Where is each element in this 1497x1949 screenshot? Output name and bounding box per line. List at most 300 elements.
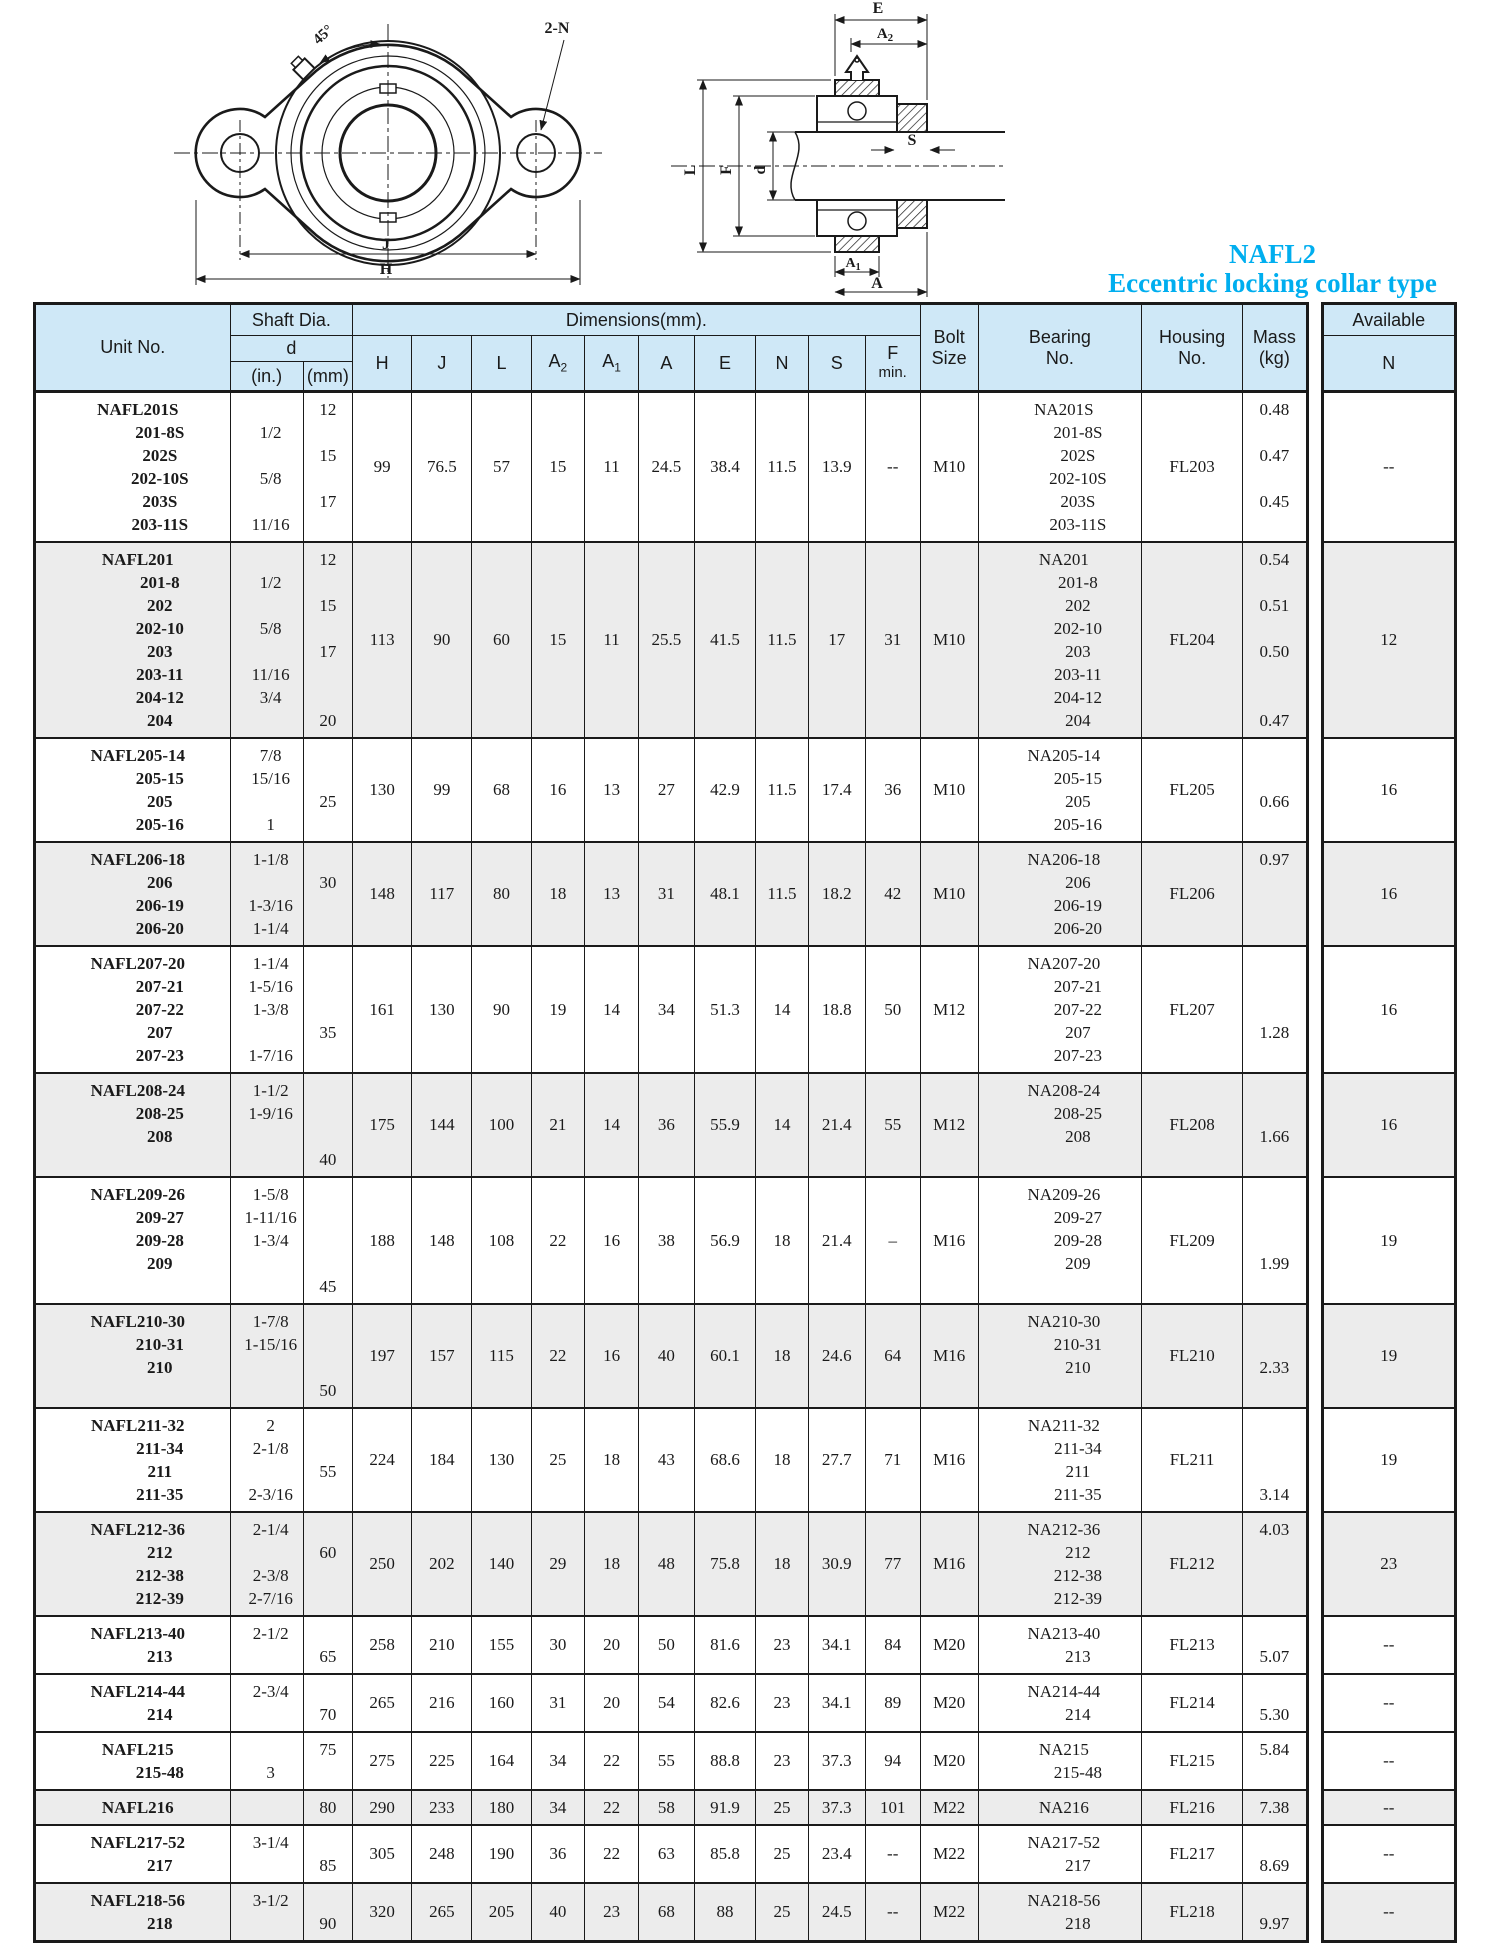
housing-no-cell: FL204 [1142, 542, 1243, 738]
dim-a1-label: $A_1$ [845, 256, 861, 273]
dim-j-cell: 248 [412, 1825, 472, 1883]
mass-kg-cell: 5.30 [1243, 1674, 1307, 1732]
dim-h-cell: 250 [353, 1512, 412, 1616]
dim-h-cell: 320 [353, 1883, 412, 1942]
dim-f-cell: -- [865, 1883, 920, 1942]
dim-e-cell: 51.3 [694, 946, 755, 1073]
dim-h-cell: 113 [353, 542, 412, 738]
dim-a1-cell: 20 [585, 1616, 639, 1674]
dim-s-label: S [907, 132, 917, 149]
dim-h-cell: 305 [353, 1825, 412, 1883]
dim-s-cell: 13.9 [808, 392, 865, 543]
dim-l-cell: 205 [472, 1883, 531, 1942]
dim-e-cell: 82.6 [694, 1674, 755, 1732]
table-row [35, 946, 1456, 1073]
shaft-dia-mm-cell: 35 [303, 946, 352, 1073]
unit-no-cell: NAFL208-24 208-25 208 [35, 1073, 231, 1177]
shaft-dia-mm-cell: 85 [303, 1825, 352, 1883]
available-cell: 12 [1322, 542, 1455, 738]
dim-n-cell: 25 [756, 1825, 809, 1883]
row-gap [1307, 738, 1322, 842]
available-cell: -- [1322, 1825, 1455, 1883]
bearing-no-cell: NA211-32 211-34 211 211-35 [978, 1408, 1141, 1512]
dim-a1-cell: 11 [585, 392, 639, 543]
bearing-no-cell: NA208-24 208-25 208 [978, 1073, 1141, 1177]
dim-e-cell: 56.9 [694, 1177, 755, 1304]
dim-a1-cell: 22 [585, 1732, 639, 1790]
table-body [35, 392, 1456, 1942]
col-header-d: d [230, 336, 353, 362]
col-header-mass: Mass (kg) [1243, 304, 1307, 392]
unit-no-cell: NAFL211-32 211-34 211 211-35 [35, 1408, 231, 1512]
dim-s-cell: 37.3 [808, 1790, 865, 1825]
dim-e-cell: 38.4 [694, 392, 755, 543]
row-gap [1307, 1408, 1322, 1512]
available-cell: 19 [1322, 1408, 1455, 1512]
dim-a1-cell: 22 [585, 1790, 639, 1825]
dim-a2-cell: 22 [531, 1177, 585, 1304]
front-view-drawing [158, 8, 628, 293]
col-header-l: L [472, 336, 531, 392]
dim-l-cell: 60 [472, 542, 531, 738]
dim-a1-cell: 13 [585, 738, 639, 842]
dim-a-cell: 34 [638, 946, 694, 1073]
col-header-a1: $A_1$ [585, 336, 639, 392]
unit-no-cell: NAFL207-20 207-21 207-22 207 207-23 [35, 946, 231, 1073]
row-gap [1307, 842, 1322, 946]
bolt-size-cell: M16 [920, 1512, 978, 1616]
dim-n-cell: 18 [756, 1408, 809, 1512]
mass-kg-cell: 2.33 [1243, 1304, 1307, 1408]
housing-no-cell: FL214 [1142, 1674, 1243, 1732]
dim-f-cell: -- [865, 392, 920, 543]
dim-a2-cell: 36 [531, 1825, 585, 1883]
bearing-no-cell: NA213-40 213 [978, 1616, 1141, 1674]
dim-a-cell: 50 [638, 1616, 694, 1674]
dim-e-cell: 88 [694, 1883, 755, 1942]
col-header-bearing-no: Bearing No. [978, 304, 1141, 392]
housing-no-cell: FL215 [1142, 1732, 1243, 1790]
housing-no-cell: FL208 [1142, 1073, 1243, 1177]
dim-h-cell: 130 [353, 738, 412, 842]
dim-n-cell: 11.5 [756, 842, 809, 946]
unit-no-cell: NAFL216 [35, 1790, 231, 1825]
available-cell: -- [1322, 1790, 1455, 1825]
col-header-available: Available [1322, 304, 1455, 336]
shaft-dia-mm-cell: 12 15 17 20 [303, 542, 352, 738]
dim-l-cell: 190 [472, 1825, 531, 1883]
dim-n-cell: 14 [756, 1073, 809, 1177]
dim-s-cell: 23.4 [808, 1825, 865, 1883]
available-cell: 23 [1322, 1512, 1455, 1616]
shaft-dia-mm-cell: 70 [303, 1674, 352, 1732]
dim-a1-cell: 16 [585, 1304, 639, 1408]
shaft-dia-mm-cell: 55 [303, 1408, 352, 1512]
shaft-dia-in-cell: 1/2 5/8 11/16 3/4 [230, 542, 303, 738]
bolt-size-cell: M22 [920, 1883, 978, 1942]
dim-n-cell: 25 [756, 1790, 809, 1825]
dim-j-cell: 233 [412, 1790, 472, 1825]
shaft-dia-in-cell: 1-1/8 1-3/16 1-1/4 [230, 842, 303, 946]
bolt-size-cell: M12 [920, 1073, 978, 1177]
unit-no-cell: NAFL205-14 205-15 205 205-16 [35, 738, 231, 842]
housing-no-cell: FL209 [1142, 1177, 1243, 1304]
row-gap [1307, 1790, 1322, 1825]
bolt-size-cell: M16 [920, 1177, 978, 1304]
dim-f-cell: 64 [865, 1304, 920, 1408]
dim-h-cell: 197 [353, 1304, 412, 1408]
mass-kg-cell: 0.66 [1243, 738, 1307, 842]
col-header-in: (in.) [230, 362, 303, 392]
mass-kg-cell: 1.99 [1243, 1177, 1307, 1304]
flange-plate-top [835, 80, 879, 96]
col-header-a: A [638, 336, 694, 392]
shaft-dia-in-cell: 1-1/4 1-5/16 1-3/8 1-7/16 [230, 946, 303, 1073]
dim-h-cell: 265 [353, 1674, 412, 1732]
available-cell: 16 [1322, 738, 1455, 842]
unit-no-cell: NAFL210-30 210-31 210 [35, 1304, 231, 1408]
page-title [1080, 240, 1465, 298]
dim-a2-cell: 21 [531, 1073, 585, 1177]
table-row [35, 1408, 1456, 1512]
shaft-dia-in-cell: 3-1/2 [230, 1883, 303, 1942]
dim-j-cell: 130 [412, 946, 472, 1073]
dim-a-cell: 55 [638, 1732, 694, 1790]
dim-e-label: E [872, 0, 884, 17]
dim-a-cell: 58 [638, 1790, 694, 1825]
mass-kg-cell: 9.97 [1243, 1883, 1307, 1942]
dim-l-cell: 90 [472, 946, 531, 1073]
dim-f-cell: 101 [865, 1790, 920, 1825]
dim-a2-label: $A_2$ [876, 26, 894, 44]
row-gap [1307, 1616, 1322, 1674]
col-header-mm: (mm) [303, 362, 352, 392]
available-cell: 16 [1322, 1073, 1455, 1177]
dim-a-cell: 54 [638, 1674, 694, 1732]
dim-j-cell: 99 [412, 738, 472, 842]
shaft-dia-mm-cell: 30 [303, 842, 352, 946]
shaft-dia-mm-cell: 50 [303, 1304, 352, 1408]
dim-s-cell: 24.5 [808, 1883, 865, 1942]
table-row [35, 1790, 1456, 1825]
unit-no-cell: NAFL214-44 214 [35, 1674, 231, 1732]
dim-s-cell: 17 [808, 542, 865, 738]
bolt-size-cell: M10 [920, 392, 978, 543]
dim-s-cell: 18.8 [808, 946, 865, 1073]
dim-e-cell: 55.9 [694, 1073, 755, 1177]
dim-f-label: F [718, 165, 735, 175]
shaft-dia-in-cell: 1/2 5/8 11/16 [230, 392, 303, 543]
available-cell: 19 [1322, 1177, 1455, 1304]
dim-a-cell: 68 [638, 1883, 694, 1942]
dim-h-cell: 99 [353, 392, 412, 543]
col-header-j: J [412, 336, 472, 392]
shaft-dia-mm-cell: 65 [303, 1616, 352, 1674]
dim-l-cell: 130 [472, 1408, 531, 1512]
dim-a1-cell: 13 [585, 842, 639, 946]
bearing-no-cell: NA216 [978, 1790, 1141, 1825]
dim-a-cell: 36 [638, 1073, 694, 1177]
shaft-dia-in-cell: 1-5/8 1-11/16 1-3/4 [230, 1177, 303, 1304]
dim-s-cell: 37.3 [808, 1732, 865, 1790]
shaft-dia-in-cell: 2-3/4 [230, 1674, 303, 1732]
dim-l-cell: 160 [472, 1674, 531, 1732]
dim-a-cell: 38 [638, 1177, 694, 1304]
shaft-dia-mm-cell: 25 [303, 738, 352, 842]
dim-f-cell: 36 [865, 738, 920, 842]
dim-f-cell: 84 [865, 1616, 920, 1674]
row-gap [1307, 1883, 1322, 1942]
series-subtitle: Eccentric locking collar type [1108, 268, 1437, 298]
dim-s-cell: 21.4 [808, 1177, 865, 1304]
dim-f-cell: 89 [865, 1674, 920, 1732]
dim-e-cell: 88.8 [694, 1732, 755, 1790]
bolt-size-cell: M22 [920, 1790, 978, 1825]
dim-s-cell: 21.4 [808, 1073, 865, 1177]
housing-no-cell: FL206 [1142, 842, 1243, 946]
dim-l-cell: 155 [472, 1616, 531, 1674]
dim-a-cell: 25.5 [638, 542, 694, 738]
unit-no-cell: NAFL213-40 213 [35, 1616, 231, 1674]
dim-f-cell: -- [865, 1825, 920, 1883]
housing-no-cell: FL217 [1142, 1825, 1243, 1883]
available-cell: -- [1322, 1674, 1455, 1732]
dim-l-label: L [682, 164, 699, 176]
table-row [35, 842, 1456, 946]
dim-l-cell: 115 [472, 1304, 531, 1408]
col-header-dimensions: Dimensions(mm). [353, 304, 921, 336]
dim-s-cell: 30.9 [808, 1512, 865, 1616]
col-header-shaft-dia: Shaft Dia. [230, 304, 353, 336]
dim-l-cell: 164 [472, 1732, 531, 1790]
available-cell: -- [1322, 1883, 1455, 1942]
table-row [35, 1883, 1456, 1942]
dim-n-cell: 11.5 [756, 542, 809, 738]
dim-f-cell: 77 [865, 1512, 920, 1616]
dim-h-cell: 290 [353, 1790, 412, 1825]
dim-a2-cell: 19 [531, 946, 585, 1073]
dim-h-cell: 224 [353, 1408, 412, 1512]
dim-f-cell: 50 [865, 946, 920, 1073]
row-gap [1307, 1674, 1322, 1732]
dim-j-cell: 225 [412, 1732, 472, 1790]
dim-n-cell: 14 [756, 946, 809, 1073]
shaft-dia-in-cell: 1-1/2 1-9/16 [230, 1073, 303, 1177]
grease-nipple [846, 56, 868, 80]
bolt-count-label: 2-N [544, 20, 570, 37]
housing-no-cell: FL203 [1142, 392, 1243, 543]
bearing-no-cell: NA205-14 205-15 205 205-16 [978, 738, 1141, 842]
row-gap [1307, 1177, 1322, 1304]
dim-n-cell: 23 [756, 1674, 809, 1732]
dim-n-cell: 23 [756, 1616, 809, 1674]
dim-a-cell: 63 [638, 1825, 694, 1883]
housing-no-cell: FL207 [1142, 946, 1243, 1073]
dim-j-cell: 90 [412, 542, 472, 738]
flange-plate-bottom [835, 236, 879, 252]
table-row [35, 1674, 1456, 1732]
dim-j-cell: 157 [412, 1304, 472, 1408]
bearing-no-cell: NA214-44 214 [978, 1674, 1141, 1732]
dim-a1-cell: 14 [585, 1073, 639, 1177]
bolt-size-cell: M20 [920, 1616, 978, 1674]
housing-no-cell: FL218 [1142, 1883, 1243, 1942]
dim-j-cell: 202 [412, 1512, 472, 1616]
dim-l-cell: 108 [472, 1177, 531, 1304]
mass-kg-cell: 7.38 [1243, 1790, 1307, 1825]
dim-f-cell: – [865, 1177, 920, 1304]
dim-e-cell: 85.8 [694, 1825, 755, 1883]
shaft-dia-mm-cell: 80 [303, 1790, 352, 1825]
dim-a-cell: 48 [638, 1512, 694, 1616]
row-gap [1307, 1512, 1322, 1616]
table-row [35, 738, 1456, 842]
col-header-a2: $A_2$ [531, 336, 585, 392]
dim-s-cell: 24.6 [808, 1304, 865, 1408]
bearing-no-cell: NA207-20 207-21 207-22 207 207-23 [978, 946, 1141, 1073]
dim-j-cell: 210 [412, 1616, 472, 1674]
shaft-dia-in-cell: 1-7/8 1-15/16 [230, 1304, 303, 1408]
dim-d-label: d [752, 165, 769, 175]
available-cell: -- [1322, 392, 1455, 543]
dim-a-cell: 31 [638, 842, 694, 946]
dim-j-cell: 144 [412, 1073, 472, 1177]
dim-h-cell: 275 [353, 1732, 412, 1790]
series-name: NAFL2 [1229, 239, 1316, 269]
table-row [35, 1304, 1456, 1408]
locking-collar-top [897, 104, 927, 132]
dim-a1-cell: 20 [585, 1674, 639, 1732]
mass-kg-cell: 0.97 [1243, 842, 1307, 946]
mass-kg-cell: 0.48 0.47 0.45 [1243, 392, 1307, 543]
spec-table [33, 302, 1457, 1943]
dim-n-cell: 18 [756, 1177, 809, 1304]
bolt-size-cell: M16 [920, 1304, 978, 1408]
available-cell: 19 [1322, 1304, 1455, 1408]
unit-no-cell: NAFL212-36 212 212-38 212-39 [35, 1512, 231, 1616]
unit-no-cell: NAFL209-26 209-27 209-28 209 [35, 1177, 231, 1304]
dim-l-cell: 68 [472, 738, 531, 842]
dim-h-label: H [379, 261, 393, 278]
dim-s-cell: 18.2 [808, 842, 865, 946]
dim-e-cell: 48.1 [694, 842, 755, 946]
dim-f-cell: 31 [865, 542, 920, 738]
dim-j-cell: 216 [412, 1674, 472, 1732]
dim-a2-cell: 31 [531, 1674, 585, 1732]
housing-no-cell: FL210 [1142, 1304, 1243, 1408]
dim-n-cell: 18 [756, 1304, 809, 1408]
dim-e-cell: 68.6 [694, 1408, 755, 1512]
col-header-n: N [756, 336, 809, 392]
mass-kg-cell: 3.14 [1243, 1408, 1307, 1512]
bearing-no-cell: NA201 201-8 202 202-10 203 203-11 204-12 204 [978, 542, 1141, 738]
bearing-no-cell: NA212-36 212 212-38 212-39 [978, 1512, 1141, 1616]
col-header-housing-no: Housing No. [1142, 304, 1243, 392]
col-header-s: S [808, 336, 865, 392]
dim-j-cell: 76.5 [412, 392, 472, 543]
locking-collar-bottom [897, 200, 927, 228]
dim-j-cell: 265 [412, 1883, 472, 1942]
bearing-no-cell: NA206-18 206 206-19 206-20 [978, 842, 1141, 946]
row-gap [1307, 542, 1322, 738]
bearing-no-cell: NA210-30 210-31 210 [978, 1304, 1141, 1408]
table-row [35, 1616, 1456, 1674]
section-view-drawing [665, 0, 1010, 300]
shaft-dia-in-cell: 2-1/4 2-3/8 2-7/16 [230, 1512, 303, 1616]
table-row [35, 1177, 1456, 1304]
bolt-size-cell: M22 [920, 1825, 978, 1883]
shaft-dia-mm-cell: 45 [303, 1177, 352, 1304]
dim-a2-cell: 40 [531, 1883, 585, 1942]
available-cell: 16 [1322, 946, 1455, 1073]
dim-a2-cell: 34 [531, 1790, 585, 1825]
shaft-dia-mm-cell: 90 [303, 1883, 352, 1942]
dim-a1-cell: 18 [585, 1408, 639, 1512]
dim-n-cell: 23 [756, 1732, 809, 1790]
dim-a-cell: 40 [638, 1304, 694, 1408]
dim-e-cell: 75.8 [694, 1512, 755, 1616]
shaft-dia-in-cell: 2 2-1/8 2-3/16 [230, 1408, 303, 1512]
dim-h-cell: 161 [353, 946, 412, 1073]
housing-no-cell: FL212 [1142, 1512, 1243, 1616]
housing-no-cell: FL213 [1142, 1616, 1243, 1674]
housing-no-cell: FL211 [1142, 1408, 1243, 1512]
dim-s-cell: 34.1 [808, 1616, 865, 1674]
dim-a1-cell: 18 [585, 1512, 639, 1616]
unit-no-cell: NAFL218-56 218 [35, 1883, 231, 1942]
dim-a1-cell: 11 [585, 542, 639, 738]
dim-n-cell: 11.5 [756, 738, 809, 842]
bolt-size-cell: M10 [920, 842, 978, 946]
dim-h-cell: 175 [353, 1073, 412, 1177]
mass-kg-cell: 5.07 [1243, 1616, 1307, 1674]
shaft-dia-mm-cell: 75 [303, 1732, 352, 1790]
shaft-dia-mm-cell: 60 [303, 1512, 352, 1616]
dim-a2-cell: 18 [531, 842, 585, 946]
unit-no-cell: NAFL201S 201-8S 202S 202-10S 203S 203-11S [35, 392, 231, 543]
shaft-dia-in-cell: 3 [230, 1732, 303, 1790]
shaft-dia-mm-cell: 40 [303, 1073, 352, 1177]
dim-a1-cell: 14 [585, 946, 639, 1073]
dim-a2-cell: 30 [531, 1616, 585, 1674]
table-row [35, 1825, 1456, 1883]
dim-j-cell: 148 [412, 1177, 472, 1304]
unit-no-cell: NAFL206-18 206 206-19 206-20 [35, 842, 231, 946]
col-header-f-min: F min. [865, 336, 920, 392]
bolt-size-cell: M10 [920, 542, 978, 738]
table-row [35, 1073, 1456, 1177]
dim-j-cell: 184 [412, 1408, 472, 1512]
available-cell: 16 [1322, 842, 1455, 946]
dim-a2-cell: 25 [531, 1408, 585, 1512]
dim-a2-cell: 16 [531, 738, 585, 842]
dim-e-cell: 91.9 [694, 1790, 755, 1825]
angle-label: 45° [310, 22, 337, 48]
dim-e-cell: 60.1 [694, 1304, 755, 1408]
dim-n-cell: 11.5 [756, 392, 809, 543]
dim-a2-cell: 15 [531, 542, 585, 738]
dim-a-cell: 27 [638, 738, 694, 842]
bearing-no-cell: NA215 215-48 [978, 1732, 1141, 1790]
dim-l-cell: 180 [472, 1790, 531, 1825]
mass-kg-cell: 1.28 [1243, 946, 1307, 1073]
dim-l-cell: 100 [472, 1073, 531, 1177]
available-cell: -- [1322, 1616, 1455, 1674]
table-gap [1307, 304, 1322, 392]
table-row [35, 392, 1456, 543]
unit-no-cell: NAFL201 201-8 202 202-10 203 203-11 204-12 204 [35, 542, 231, 738]
dim-e-cell: 41.5 [694, 542, 755, 738]
